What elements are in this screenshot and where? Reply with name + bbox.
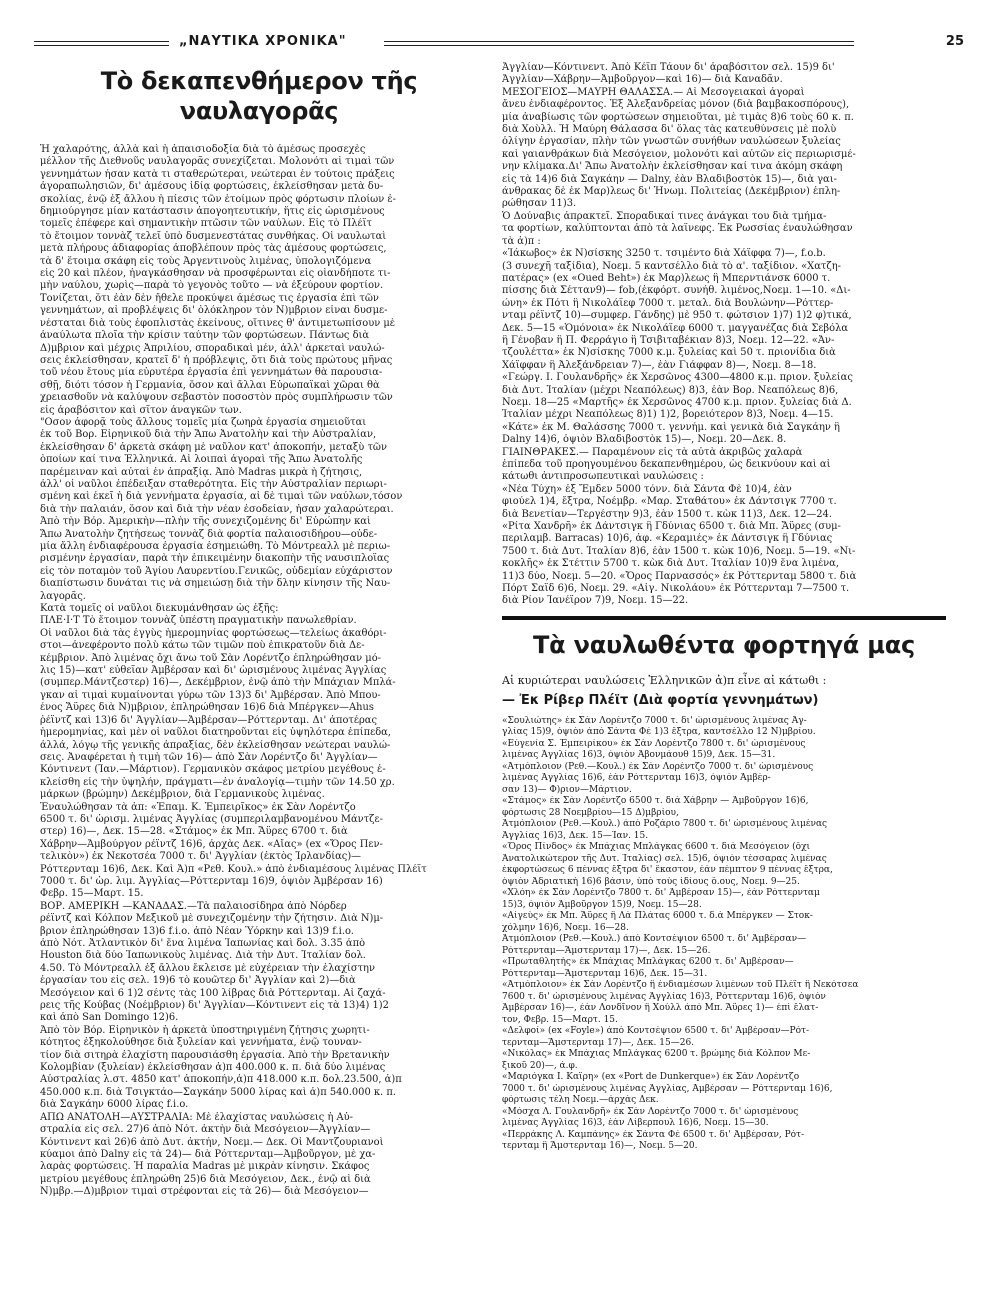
text-line: ὀψιὸν Ἀδριατικὴ 16)6 βάσιν, ὑπὸ τοὺς ἰδίους ὅ.ους, Νοεμ. 9—25. [502,876,800,887]
text-line: σθῇ, διότι τόσον ἡ Γερμανία, ὅσον καὶ ἄλλαι Εὐρωπαϊκαὶ χῶραι θὰ [40,379,380,391]
text-line: Ἰταλίαν μέχρι Νεαπόλεως 8)1) 1)2, βορειότερον 8)3, Νοεμ. 4—15. [502,409,834,421]
text-line: ξικοῦ 20)—, ἀ.φ. [502,1060,578,1071]
text-line: ἐκ τοῦ Βορ. Εἰρηνικοῦ διὰ τὴν Ἄπω Ἀνατολὴν καὶ τὴν Αὐστραλίαν, [40,429,377,441]
text-line: διὰ Ρίον Ἰανέϊρον 7)9, Νοεμ. 15—22. [502,595,689,607]
text-line: ῥέϊντζ καὶ 13)6 δι' Ἀγγλίαν—Ἀμβέρσαν—Ρόττερνταμ. Δι' ἀποτέρας [40,714,378,726]
text-line: διὰ Σαγκάην 6000 λίρας f.i.o. [40,1099,189,1111]
text-line: γεννημάτων, αἱ προβλέψεις δι' ὁλόκληρον τὸν Ν)μβριον εἶναι δυσμε- [40,305,388,317]
text-line: σεις ἐκλείσθησαν, κρατεῖ δ' ἡ πρόβλεψις, ὅτι διὰ τοὺς πρώτους μῆνας [40,354,393,366]
text-line: Οἱ ναῦλοι διὰ τὰς ἐγγὺς ἡμερομηνίας φορτώσεως—τελείως ἀκαθόρι- [40,627,387,639]
text-line: σαν 13)— Φ)ριον—Μάρτιον. [502,784,632,795]
text-line: Ρόττερνταμ 16)6, Δεκ. Καὶ Ἀ)π «Ρεθ. Κουλ.» ἀπὸ ἐνδιαμέσους λιμένας Πλέϊτ [40,863,427,875]
right-column [502,62,946,1153]
text-line: «Δελφοί» (ex «Foyle») ἀπὸ Κοντσέψιον 6500 τ. δι' Ἀμβέρσαν—Ρότ- [502,1026,810,1037]
text-line: Χάϊφφαν ἢ Ἀλεξάνδρειαν 7)—, ἐὰν Γιάφφαν 8)—, Νοεμ. 8—18. [502,359,817,371]
text-line: «Ἰάκωβος» ἐκ Ν)σίσκης 3250 τ. τσιμέντο διὰ Χάϊφφα 7)—, f.o.b. [502,248,826,260]
journal-title: „ΝΑΥΤΙΚΑ ΧΡΟΝΙΚΑ" [179,34,347,49]
text-line: ὁποίων καί τινα Ἑλληνικά. Αἱ λοιπαὶ ἀγοραὶ τῆς Ἄπω Ἀνατολῆς [40,454,363,466]
article-body-freight-market [40,144,478,1199]
text-line: Νοεμ. 18—25 «Μαρτῆς» ἐκ Χερσῶνος 4700 κ.μ. πριον. ξυλείας διὰ Δ. [502,396,852,408]
text-line: «Μόσχα Λ. Γουλανδρῆ» ἐκ Σὰν Λορέντζο 7000 τ. δι' ὡρισμένους [502,1106,799,1117]
text-line: «Νέα Τύχη» ἐξ Ἔμδεν 5000 τόνν. διὰ Σάντα Φὲ 10)4, ἐὰν [502,483,792,495]
text-line: Ἀγγλίαν—Χάβρην—Ἀμβοῦργον—καὶ 16)— διὰ Καναδᾶν. [502,74,783,86]
text-line: 4.50. Τὸ Μόντρεαλλ ἐξ ἄλλου ἔκλεισε μὲ εὐχέρειαν τὴν ἐλαχίστην [40,962,375,974]
text-line: Ἀπὸ τὸν Βόρ. Εἰρηνικὸν ἡ ἀρκετὰ ὑποστηριγμένη ζήτησις χωρητι- [40,1024,370,1036]
text-line: Κόντινεντ (Ἰαν.—Μάρτιον). Γερμανικὸν σκάφος μετρίου μεγέθους ἐ- [40,764,386,776]
text-line: ένος Ἄϋρες διὰ Ν)μβριον, ἐπληρώθησαν 16)6 διὰ Μπέργκεν—Ahus [40,702,374,714]
text-line: Ἀμβέρσαν 16)—, ἐὰν Λονδῖνον ἢ Χούλλ ἀπὸ Μπ. Ἄϋρες 1)— ἐπὶ ἔλατ- [502,1003,819,1014]
text-line: «Ρίτα Χανδρῆ» ἐκ Δάντσιγκ ἢ Γδύνιας 6500 τ. διὰ Μπ. Ἄϋρες (συμ- [502,521,841,533]
text-line: ἀλλά, λόγῳ τῆς γενικῆς ἀπραξίας, δὲν ἐκλείσθησαν νεώτεραι ναυλώ- [40,739,391,751]
text-line: άνθρακας δὲ ἐκ Μαρ)λεως δι' Ἡνωμ. Πολιτείας (Δεκέμβριον) ἐπλη- [502,186,841,198]
text-line: ώνη» ἐκ Πότι ἢ Νικολάϊεφ 7000 τ. μεταλ. διὰ Βουλώνην—Ρόττερ- [502,297,834,309]
text-line: παρέμειναν καὶ αὐταὶ ἐν ἀπραξίᾳ. Ἀπὸ Madras μικρὰ ἡ ζήτησις, [40,466,363,478]
text-line: ΒΟΡ. ΑΜΕΡΙΚΗ —ΚΑΝΑΔΑΣ.—Τὰ παλαιοσίδηρα ἀπὸ Νόρδερ [40,900,347,912]
text-line: "Οσον ἀφορᾷ τοὺς ἄλλους τομεῖς μία ζωηρὰ ἐργασία σημειοῦται [40,416,367,428]
text-line: μία ἀναβίωσις τῶν φορτώσεων σημειοῦται, μὲ τιμὰς 8)6 τοὺς 60 κ. π. [502,111,854,123]
text-line: Κόντινεντ καὶ 26)6 ἀπὸ Δυτ. ἀκτήν, Νοεμ.— Δεκ. Οἱ Μαντζουριανοὶ [40,1136,384,1148]
text-line: Δεκ. 5—15 «Ὁμόνοια» ἐκ Νικολάϊεφ 6000 τ. μαγγανέζας διὰ Σεβόλα [502,322,849,334]
article-body-continued [502,62,946,608]
text-line: Dalny 14)6, ὀψιὸν Βλαδιβοστὸκ 15)—, Νοεμ. 20—Δεκ. 8. [502,434,787,446]
text-line: κλείσθη εἰς τὴν ὑψηλήν, πράγματι—ἐν ἀναλογίᾳ—τιμὴν τῶν 14.50 χρ. [40,776,395,788]
text-line: κέμβριον. Ἀπὸ λιμένας ὄχι ἄνω τοῦ Σὰν Λορέντζο ἐπληρώθησαν μό- [40,652,382,664]
text-line: ἐκφορτώσεως 6 πέννας ἔξτρα δι' ἕκαστον, ἐὰν πέμπτον 9 πέννας ἔξτρα, [502,865,833,876]
text-line: (συμπερ.Μάντζεστερ) 16)—, Δεκέμβριον, ἐνῷ ἀπὸ τὴν Μπάχιαν Μπλά- [40,677,396,689]
text-line: Αὐστραλίας λ.στ. 4850 κατ' ἀποκοπήν,ἀ)π 418.000 κ.π. δολ.23.500, ἀ)π [40,1074,402,1086]
text-line: εἰς τὰ 14)6 διὰ Σαγκάην — Dalny, ἐὰν Βλαδιβοστὸκ 15)—, διὰ γαι- [502,173,837,185]
text-line: εἰς τὸν ποταμὸν τοῦ Ἁγίου Λαυρεντίου.Γενικῶς, οὐδεμίαν εὐχάριστον [40,565,393,577]
text-line: χόλμην 16)6, Νοεμ. 16—28. [502,922,629,933]
article-intro: Αἱ κυριώτεραι ναυλώσεις Ἑλληνικῶν ἀ)π εἶνε αἱ κάτωθι : [502,673,827,687]
text-line: μετὰ πλήρους ἀδιαφορίας ἀποβλέπουν πρὸς τὰς ἀμέσους φορτώσεις, [40,243,387,255]
text-line: 7600 τ. δι' ὡρισμένους λιμένας Ἀγγλίας 16)3, Ρόττερνταμ 16)6, ὀψιὸν [502,991,826,1002]
text-line: ἀγοραπωλησιῶν, δι' ἀμέσους ἰδίᾳ φορτώσεις, ἐκλείσθησαν μετὰ δυ- [40,181,384,193]
text-line: ὀλίγην ἐργασίαν, πλὴν τῶν γνωστῶν συνήθων ναυλώσεων ξυλείας [502,136,841,148]
text-line: διαπίστωσιν δυνάται τις νὰ σημειώσῃ διὰ τὴν δλην κίνησιν τῆς Ναυ- [40,578,391,590]
page-number: 25 [945,34,964,49]
text-line: «Χλόη» ἐκ Σὰν Λορέντζο 7800 τ. δι' Ἀμβέρσαν 15)—, ἐὰν Ρόττερνταμ [502,888,820,899]
text-line: κοκλῆς» ἐκ Στέττιν 5700 τ. κὼκ διὰ Δυτ. Ἰταλίαν 10)9 ἕνα λιμένα, [502,558,839,570]
text-line: τερνταμ—Ἄμστερνταμ 17)—, Δεκ. 15—26. [502,1037,695,1048]
text-line: «Εὐγενία Σ. Ἐμπειρίκου» ἐκ Σὰν Λορέντζο 7800 τ. δι' ὡρισμένους [502,738,806,749]
text-line: ἡμερομηνίας, καὶ μὲν οἱ ναῦλοι διατηροῦνται εἰς ὑψηλότερα ἐπίπεδα, [40,727,391,739]
text-line: Ἡ χαλαρότης, ἀλλὰ καὶ ἡ ἀπαισιοδοξία διὰ τὸ ἀμέσως προσεχὲς [40,144,366,155]
text-line: Houston διὰ δύο Ἰαπωνικοὺς λιμένας. Διὰ τὴν Δυτ. Ἰταλίαν δολ. [40,950,366,962]
text-line: «Ἀτμόπλοιον» ἐκ Σὰν Λορέντζο ἢ ἐνδιαμέσων λιμένων τοῦ Πλέϊτ ἢ Νεκότσεα [502,980,859,991]
text-line: καὶ γαιανθράκων διὰ Μεσόγειον, μολονότι καὶ αὐτῶν εἰς περιωρισμέ- [502,148,856,160]
article-title-chartered-ships: Τὰ ναυλωθέντα φορτηγά μας [532,630,916,659]
text-line: νην κλίμακα.Δι' Ἄπω Ἀνατολὴν ἐκλείσθησαν καί τινα ἀκόμη σκάφη [502,161,843,173]
text-line: φιούελ 1)4, ἔξτρα, Νοέμβρ. «Μαρ. Σταθάτου» ἐκ Δάντσιγκ 7700 τ. [502,496,837,508]
text-line: Φεβρ. 15—Μαρτ. 15. [40,888,144,900]
text-line: κάτωθι ἀντιπροσωπευτικαὶ ναυλώσεις : [502,471,704,483]
text-line: ρεις τῆς Κούβας (Νοέμβριον) δι' Ἀγγλίαν—Κόντινεντ εἰς τὰ 13)4) 1)2 [40,1000,389,1012]
text-line: τερνταμ ἢ Ἄμστερνταμ 16)—, Νοεμ. 5—20. [502,1141,698,1152]
text-line: διὰ Δυτ. Ἰταλίαν (μέχρι Νεαπόλεως) 8)3, ἐὰν Βορ. Νεαπόλεως 8)6, [502,384,839,396]
text-line: Ἄπω Ἀνατολὴν ζητήσεως τοννὰζ διὰ φορτία παλαιοσιδήρου—οὐδε- [40,528,378,540]
text-line: δημιούργησε μίαν κατάστασιν ἀπογοητευτικήν, ἥτις εἰς ὡρισμένους [40,206,385,218]
text-line: λαρὰς φορτώσεις. Ἡ παραλία Madras μὲ μικρὰν κίνησιν. Σκάφος [40,1161,370,1173]
text-line: τὰ ἀ)π : [502,235,541,247]
text-line: νταμ ρέϊντζ 10)—συμφερ. Γάνδης) μὲ 950 τ. φώτσιον 1)7) 1)2 φ)τικά, [502,310,852,322]
text-line: τα φορτίων, καλύπτονται ἀπὸ τὰ λαΐνεφς. Ἐκ Ρωσσίας ἐναυλώθησαν [502,223,853,235]
text-line: ἐργασίαν του εἰς σελ. 19)6 τὸ κουῶτερ δι' Ἀγγλίαν καὶ 2)—διὰ [40,975,356,987]
text-line: ἀναύλωτα πλοῖα τὴν κρίσιν ταύτην τῶν φορτώσεων. Πάντως διὰ [40,330,370,342]
text-line: Χάβρην—Ἀμβούργον ρέϊντζ 16)6, ἀρχὰς Δεκ. «Αἴας» (ex «Ὄρος Πεν- [40,838,383,850]
text-line: κύαμοι ἀπὸ Dalny εἰς τὰ 24)— διὰ Ρόττερνταμ—Ἀμβοῦργον, μὲ χα- [40,1148,376,1160]
text-line: «Περράκης Λ. Καμπάνης» ἐκ Σάντα Φὲ 6500 τ. δι' Ἀμβέρσαν, Ρότ- [502,1129,805,1140]
text-line: Ἀνατολικώτερον τῆς Δυτ. Ἰταλίας) σελ. 15)6, ὀψιὸν τέσσαρας λιμένας [502,853,827,864]
text-line: Δ)μβριον καὶ μέχρις Ἀπριλίου, σποραδικαὶ μέν, ἀλλ' ἀρκεταὶ ναυλώ- [40,342,385,354]
text-line: νέσταται διὰ τοὺς ἐφοπλιστὰς ἐκείνους, οἵτινες θ' ἀντιμετωπίσουν μὲ [40,317,396,329]
text-line: Ἀτμόπλοιον (Ρεθ.—Κουλ.) ἀπὸ Κοντσέψιον 6500 τ. δι' Ἀμβέρσαν— [502,934,807,945]
text-line: γλίας 15)9, ὀψιὸν ἀπὸ Σάντα Φὲ 1)3 ἔξτρα, καντσέλλο 12 Ν)μβρίου. [502,727,816,738]
text-line: Μεσόγειον καὶ 6 1)2 σέντς τὰς 100 λίβρας διὰ Ρόττερνταμ. Αἱ ζαχά- [40,987,386,999]
text-line: φόρτωσις 28 Νοεμβρίου—15 Δ)μβρίου, [502,807,679,818]
article-title-freight-market: Τὸ δεκαπενθήμερον τῆς ναυλαγορᾶς [100,67,418,125]
text-line: εἰς 20 καὶ πλέον, ἠναγκάσθησαν νὰ προσφέρωνται εἰς οἱανδήποτε τι- [40,268,391,280]
text-line: κότητος ἐξηκολούθησε διὰ ξυλείαν καὶ γεννήματα, ἐνῷ τουναν- [40,1037,362,1049]
text-line: μὴν ναύλου, χωρὶς—παρὰ τὸ γεγονὸς τοῦτο — νὰ ἐξεύρουν φορτίον. [40,280,384,292]
text-line: γκαν αἱ τιμαὶ κυμαίνονται γύρω τῶν 13)3 δι' Ἀμβέρσαν. Ἀπὸ Μπου- [40,689,381,701]
text-line: μέλλον τῆς Διεθνοῦς ναυλαγορᾶς συνεχίζεται. Μολονότι αἱ τιμαὶ τῶν [40,156,395,168]
text-line: «Ὄρος Πίνδος» ἐκ Μπάχιας Μπλάγκας 6600 τ. διὰ Μεσόγειον (ὄχι [502,842,811,853]
text-line: λιμένας Ἀγγλίας 16)3, ὀψιὸν Ἀβονμάουθ 15)9, Δεκ. 15—31. [502,750,776,761]
text-line: λιμένας Ἀγγλίας 16)3, ἐὰν Λίβερπουλ 16)6, Νοεμ. 15—30. [502,1118,769,1129]
text-line: 7000 τ. δι' ὡρισμένους λιμένας Ἀγγλίας, Ἀμβέρσαν — Ρόττερνταμ 16)6, [502,1083,833,1094]
text-line: 15)3, ὀψιὸν Ἀμβοῦργον 15)9, Νοεμ. 15—28. [502,899,702,910]
text-line: «Κάτε» ἐκ Μ. Θαλάσσης 7000 τ. γεννήμ. καὶ γενικὰ διὰ Σαγκάην ἢ [502,421,840,433]
text-line: σκολίας, ἐνῷ ἐξ ἄλλου ἡ πίεσις τῶν ἑτοίμων πρὸς φόρτωσιν πλοίων ἐ- [40,193,397,205]
text-line: στερ) 16)—, Δεκ. 15—28. «Στάμος» ἐκ Μπ. Ἄϋρες 6700 τ. διὰ [40,826,348,838]
text-line: πίσσης διὰ Σέτταν9)— fob,(ἐκφόρτ. συνήθ. λιμένος,Νοεμ. 1—10. «Δι- [502,285,851,297]
header-rule-right [384,41,854,46]
text-line: 7500 τ. διὰ Δυτ. Ἰταλίαν 8)6, ἐὰν 1500 τ. κὼκ 10)6, Νοεμ. 5—19. «Νι- [502,545,856,557]
text-line: Ρόττερνταμ—Ἄμστερνταμ 16)6, Δεκ. 15—31. [502,968,708,979]
text-line: «Αἰγεὺς» ἐκ Μπ. Ἄϋρες ἢ Λὰ Πλάτας 6000 τ. δ.ὰ Μπέργκεν — Στοκ- [502,911,813,922]
text-line: τοῦ νέου ἔτους μία εὐρυτέρα ἐργασία ἐπὶ γεννημάτων θὰ παρουσια- [40,367,383,379]
text-line: ἐπίπεδα τοῦ προηγουμένου δεκαπενθημέρου, ὡς δεικνύουν καὶ αἱ [502,459,831,470]
text-line: διὰ τὴν παλαιάν, ὅσον καὶ διὰ τὴν νέαν ἐσοδείαν, ἦσαν χαλαρώτεραι. [40,503,394,515]
text-line: περιλαμβ. Barracas) 10)6, ἀφ. «Κεραμιές» ἐκ Δάντσιγκ ἢ Γδύνιας [502,533,833,545]
page-header [34,36,964,50]
text-line: μάρκων (βρώμην) Δεκέμβριον, διὰ Γερμανικοὺς λιμένας. [40,789,325,801]
text-line: καὶ ἀπὸ San Domingo 12)6. [40,1012,179,1024]
text-line: βριον ἐπληρώθησαν 13)6 f.i.o. ἀπὸ Νέαν Ὑόρκην καὶ 13)9 f.i.o. [40,925,354,937]
text-line: ΑΠΩ ΑΝΑΤΟΛΗ—ΑΥΣΤΡΑΛΙΑ: Μὲ ἐλαχίστας ναυλώσεις ἡ Αὐ- [40,1111,353,1123]
text-line: λιμένας Ἀγγλίας 16)6, ἐὰν Ρόττερνταμ 16)3, ὀψιὸν Ἀμβέρ- [502,773,771,784]
text-line: λαγορᾶς. [40,590,86,602]
text-line: Ἀγγλίαν—Κόντινεντ. Ἀπὸ Κέϊπ Τάουν δι' ἀραβόσιτον σελ. 15)9 δι' [502,62,835,73]
text-line: Ρόττερνταμ—Ἄμστερνταμ 17)—, Δεκ. 15—26. [502,945,711,956]
text-line: διὰ Χοὺλλ. Ἡ Μαύρη Θάλασσα δι' ὅλας τὰς κατευθύνσεις μὲ πολὺ [502,124,837,136]
text-line: «Ἀτμόπλοιον (Ρεθ.—Κουλ.) ἐκ Σὰν Λορέντζο 7000 τ. δι' ὡρισμένους [502,761,814,772]
text-line: Ἀγγλίας 16)3, Δεκ. 15—Ἰαν. 15. [502,830,649,841]
section-divider [502,616,946,620]
text-line: γεννημάτων ἦσαν κατὰ τι σταθερώτεραι, νεώτεραι ἐν τούτοις πράξεις [40,168,395,180]
text-line: ΠΛΕ·Ι·Τ Τὸ ἕτοιμον τοννὰζ ὑπέστη πραγματικὴν πανωλεθρίαν. [40,615,357,627]
text-line: στοι—ἀνεφέροντο πολὺ κάτω τῶν τιμῶν ποὺ ἐπικρατοῦν διὰ Δε- [40,640,365,652]
text-line: φόρτωσις τέλη Νοεμ.—ἀρχὰς Δεκ. [502,1095,659,1106]
text-line: «Πρωταθλητὴς» ἐκ Μπάχιας Μπλάγκας 6200 τ. δι' Ἀμβέρσαν— [502,957,794,968]
text-line: ρώθησαν 11)3. [502,198,577,210]
text-line: ἄνευ ἐνδιαφέροντος. Ἐξ Ἀλεξανδρείας μόνον (διὰ βαμβακοσπόρους), [502,99,850,111]
left-column [40,62,478,1199]
text-line: σμένη καὶ ἐκεῖ ἡ διὰ γεννήματα ἐργασία, αἱ δὲ τιμαὶ τῶν ναύλων,τόσον [40,491,403,503]
text-line: χρειασθοῦν νὰ καλύψουν σεβαστὸν ποσοστὸν πρὸς συμπλήρωσιν τῶν [40,392,393,404]
text-line: Ἀπὸ τὴν Βόρ. Ἀμερικὴν—πλὴν τῆς συνεχιζομένης δι' Εὐρώπην καὶ [40,516,371,528]
text-line: μετρίου μεγέθους ἐπληρώθη 25)6 διὰ Μεσόγειον, Δεκ., ἐνῷ αἱ διὰ [40,1173,371,1185]
text-line: (3 συνεχῆ ταξίδια), Νοεμ. 5 καντσέλλο διὰ τὸ α'. ταξίδιον. «Χατζη- [502,260,841,272]
text-line: 450.000 κ.π. διὰ Τσιγκτάο—Σαγκάην 5000 λίρας καὶ ἀ)π 540.000 κ. π. [40,1086,396,1098]
text-line: Πόρτ Σαΐδ 6)6, Νοεμ. 29. «Αἰγ. Νικολάου» ἐκ Ρόττερνταμ 7—7500 τ. [502,583,850,595]
text-line: πατέρας» (ex «Oued Beht») ἐκ Μαρ)λεως ἢ Μπερντιάνσκ 6000 τ. [502,272,831,284]
text-line: ρέϊντζ καὶ Κόλπον Μεξικοῦ μὲ συνεχιζομένην τὴν ζήτησιν. Διὰ Ν)μ- [40,913,384,925]
text-line: τομεῖς ἐπέφερε καὶ σημαντικὴν πτῶσιν τῶν ναύλων. Εἰς τὸ Πλέϊτ [40,218,372,230]
text-line: Κολομβίαν (ξυλείαν) ἐκλείσθησαν ἀ)π 400.000 κ. π. διὰ δύο λιμένας [40,1062,386,1074]
text-line: Ὁ Δούναβις ἀπρακτεῖ. Σποραδικαί τινες ἀνάγκαι του διὰ τμήμα- [502,210,827,222]
text-line: ΜΕΣΟΓΕΙΟΣ—ΜΑΥΡΗ ΘΑΛΑΣΣΑ.— Αἱ Μεσογειακαὶ ἀγοραὶ [502,86,805,98]
charter-list [502,716,946,1153]
text-line: ἢ Γένοβαν ἢ Π. Φερράγιο ἢ Τσιβιταβέκιαν 8)3, Νοεμ. 12—22. «Ἀν- [502,334,835,346]
text-line: «Γεώργ. Ι. Γουλανδρῆς» ἐκ Χερσῶνος 4300—4800 κ.μ. πριον. ξυλείας [502,372,853,384]
text-line: τελικὸν») ἐκ Νεκοτσέα 7000 τ. δι' Ἀγγλίαν (ἐκτὸς Ἰρλανδίας)— [40,851,362,863]
section-subheading: — Ἐκ Ρίβερ Πλέϊτ (Διὰ φορτία γεννημάτων) [502,692,819,708]
text-line: ΓΙΑΙΝΘΡΑΚΕΣ.— Παραμένουν εἰς τὰ αὐτὰ ἀκριβῶς χαλαρὰ [502,446,803,458]
text-line: Ἀτμόπλοιον (Ρεθ.—Κουλ.) ἀπὸ Ροζάριο 7800 τ. δι' ὡρισμένους λιμένας [502,819,828,830]
text-line: λις 15)—κατ' εὐθεῖαν Ἀμβέρσαν καὶ δι' ὡρισμένους λιμένας Ἀγγλίας [40,665,387,677]
text-line: τίον διὰ σιτηρὰ ἐλαχίστη παρουσιάσθη ἐργασία. Ἀπὸ τὴν Βρετανικὴν [40,1049,390,1061]
text-line: Τονίζεται, ὅτι ἐὰν δὲν ἤθελε προκύψει ἀμέσως τις ἐργασία ἐπὶ τῶν [40,292,379,304]
text-line: Ν)μβρ.—Δ)μβριον τιμαὶ στρέφονται εἰς τὰ 26)— διὰ Μεσόγειον— [40,1186,369,1198]
text-line: «Μαριόγκα Ι. Καΐρη» (ex «Port de Dunkerque») ἐκ Σὰν Λορέντζο [502,1072,800,1083]
text-line: στραλία εἰς σελ. 27)6 ἀπὸ Νότ. ἀκτὴν διὰ Μεσόγειον—Ἀγγλίαν— [40,1124,371,1136]
text-line: τὸ ἕτοιμον τοννὰζ τελεῖ ὑπὸ δυσμενεστάτας συνθήκας. Οἱ ναυλωταὶ [40,230,387,242]
text-line: Κατὰ τομεῖς οἱ ναῦλοι διεκυμάνθησαν ὡς ἐξῆς: [40,603,279,615]
text-line: 7000 τ. δι' ὡρ. λιμ. Ἀγγλίας—Ρόττερνταμ 16)9, ὀψιὸν Ἀμβέρσαν 16) [40,875,383,887]
text-line: ρισμένην ἐργασίαν, παρὰ τὴν ἐπικειμένην διακοπὴν τῆς ναυσιπλοΐας [40,553,390,565]
text-line: ἐκλείσθησαν δ' ἀρκετὰ σκάφη μὲ ναῦλον κατ' ἀποκοπήν, μεταξὺ τῶν [40,441,387,453]
text-line: ἀλλ' οἱ ναῦλοι ἐπέδειξαν σταθερότητα. Εἰς τὴν Αὐστραλίαν περιωρι- [40,478,387,490]
text-line: «Στάμος» ἐκ Σὰν Λορέντζο 6500 τ. διὰ Χάβρην — Ἀμβοῦργον 16)6, [502,796,809,807]
text-line: 6500 τ. δι' ὡρισμ. λιμένας Ἀγγλίας (συμπεριλαμβανομένου Μάντζε- [40,813,383,825]
text-line: τὰ δ' ἕτοιμα σκάφη εἰς τοὺς Ἀργεντινοὺς λιμένας, ὑπολογιζόμενα [40,255,372,267]
text-line: τζουλέττα» ἐκ Ν)σίσκης 7000 κ.μ. ξυλείας καὶ 50 τ. πριονίδια διὰ [502,347,836,359]
text-line: εἰς ἀραβόσιτον καὶ σῖτον ἀναγκῶν των. [40,404,242,416]
text-line: Ἐναυλώθησαν τὰ ἀπ: «Ἐπαμ. Κ. Ἐμπειρῖκος» ἐκ Σὰν Λορέντζο [40,801,356,813]
text-line: 11)3 δύο, Νοεμ. 5—20. «Ὄρος Παρνασσός» ἐκ Ρόττερνταμ 5800 τ. διὰ [502,570,857,582]
text-line: ἀπὸ Νότ. Ἀτλαντικὸν δι' ἕνα λιμένα Ἰαπωνίας καὶ δολ. 3.35 ἀπὸ [40,938,366,949]
text-line: τον, Φεβρ. 15—Μαρτ. 15. [502,1014,618,1025]
text-line: μία ἄλλη ἐνδιαφέρουσα ἐργασία ἐσημειώθη. Τὸ Μόντρεαλλ μὲ περιω- [40,541,391,552]
text-line: διὰ Βενετίαν—Τεργέστην 9)3, ἐὰν 1500 τ. κὼκ 11)3, Δεκ. 12—24. [502,508,832,520]
header-rule-left [34,41,169,46]
text-line: «Νικόλας» ἐκ Μπάχιας Μπλάγκας 6200 τ. βρώμης διὰ Κόλπον Με- [502,1049,811,1060]
text-line: σεις. Ἀναφέρεται ἡ τιμὴ τῶν 16)— ἀπὸ Σὰν Λορέντζο δι' Ἀγγλίαν— [40,751,378,763]
text-line: «Σουλιώτης» ἐκ Σὰν Λορέντζο 7000 τ. δι' ὡρισμένους λιμένας Ἀγ- [502,715,807,726]
